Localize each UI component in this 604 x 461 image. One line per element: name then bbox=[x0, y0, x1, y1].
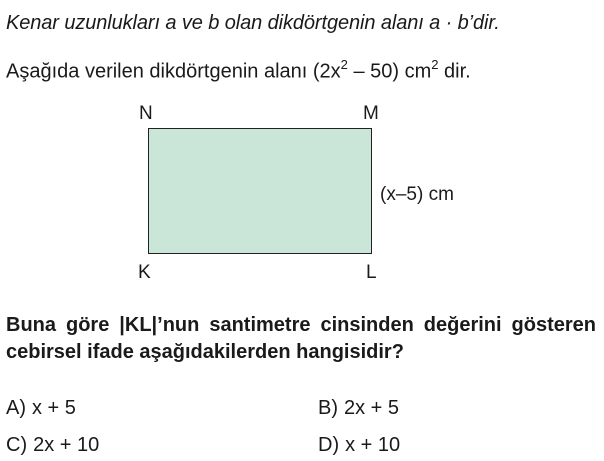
vertex-label-n: N bbox=[139, 103, 153, 124]
option-letter: A) bbox=[6, 397, 26, 419]
given-exponent-x: 2 bbox=[340, 57, 348, 72]
option-letter: D) bbox=[318, 434, 340, 456]
option-a[interactable] bbox=[6, 397, 76, 420]
given-suffix: dir. bbox=[438, 60, 471, 83]
option-letter: B) bbox=[318, 397, 338, 419]
option-text: x + 5 bbox=[32, 397, 76, 419]
given-middle: – 50) cm bbox=[347, 60, 432, 83]
rectangle-shape bbox=[148, 128, 372, 254]
given-area-statement bbox=[6, 58, 471, 84]
option-c[interactable] bbox=[6, 434, 99, 457]
option-b[interactable] bbox=[318, 397, 399, 420]
option-text: x + 10 bbox=[345, 434, 401, 456]
given-exponent-cm: 2 bbox=[431, 57, 439, 72]
question-text: Buna göre |KL|’nun santimetre cinsinden değerini gösteren cebirsel ifade aşağıdakilerden hangisidir? bbox=[6, 314, 596, 363]
option-text: 2x + 10 bbox=[33, 434, 100, 456]
vertex-label-m: M bbox=[363, 103, 379, 124]
vertex-label-k: K bbox=[138, 262, 151, 283]
side-length-label: (x–5) cm bbox=[380, 184, 454, 205]
option-d[interactable] bbox=[318, 434, 400, 457]
intro-statement: Kenar uzunlukları a ve b olan dikdörtgenin alanı a · b’dir. bbox=[6, 12, 500, 34]
option-letter: C) bbox=[6, 434, 28, 456]
given-prefix: Aşağıda verilen dikdörtgenin alanı (2x bbox=[6, 60, 341, 83]
option-text: 2x + 5 bbox=[344, 397, 400, 419]
vertex-label-l: L bbox=[366, 262, 377, 283]
